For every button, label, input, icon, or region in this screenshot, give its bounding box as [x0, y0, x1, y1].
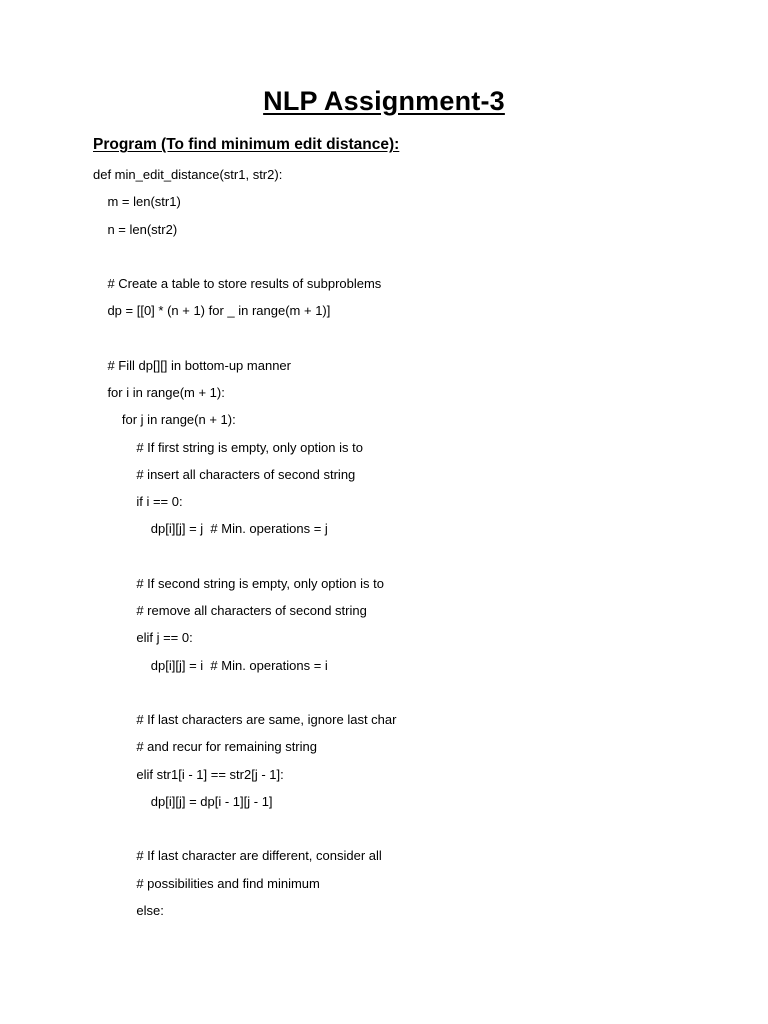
code-line: # If first string is empty, only option is to [93, 439, 363, 455]
code-line [93, 684, 396, 711]
code-line: elif str1[i - 1] == str2[j - 1]: [93, 766, 284, 782]
code-line [93, 330, 396, 357]
code-line: # If last characters are same, ignore last char [93, 712, 397, 727]
code-line: n = len(str2) [93, 221, 178, 237]
code-line: # insert all characters of second string [93, 466, 356, 482]
code-line: elif j == 0: [93, 630, 193, 646]
code-line [93, 248, 396, 275]
code-line: def min_edit_distance(str1, str2): [93, 167, 283, 182]
code-line: else: [93, 902, 164, 918]
code-line [93, 820, 396, 847]
code-line [93, 548, 396, 575]
code-line: # possibilities and find minimum [93, 875, 320, 891]
code-line: # Fill dp[][] in bottom-up manner [93, 357, 291, 373]
code-line: dp[i][j] = j # Min. operations = j [93, 521, 328, 537]
code-block [93, 166, 396, 929]
code-line: dp[i][j] = dp[i - 1][j - 1] [93, 793, 273, 809]
code-line: m = len(str1) [93, 194, 181, 210]
code-line: for j in range(n + 1): [93, 412, 236, 428]
section-heading: Program (To find minimum edit distance): [93, 136, 400, 153]
code-line: # If last character are different, consider all [93, 848, 382, 864]
code-line: for i in range(m + 1): [93, 385, 225, 400]
code-line: # If second string is empty, only option is to [93, 575, 384, 591]
code-line: dp[i][j] = i # Min. operations = i [93, 657, 328, 673]
document-title: NLP Assignment-3 [263, 86, 505, 116]
code-line: dp = [[0] * (n + 1) for _ in range(m + 1)] [93, 303, 331, 319]
code-line: # and recur for remaining string [93, 739, 317, 755]
code-line: if i == 0: [93, 494, 183, 509]
code-line: # remove all characters of second string [93, 603, 367, 618]
code-line: # Create a table to store results of subproblems [93, 276, 382, 291]
